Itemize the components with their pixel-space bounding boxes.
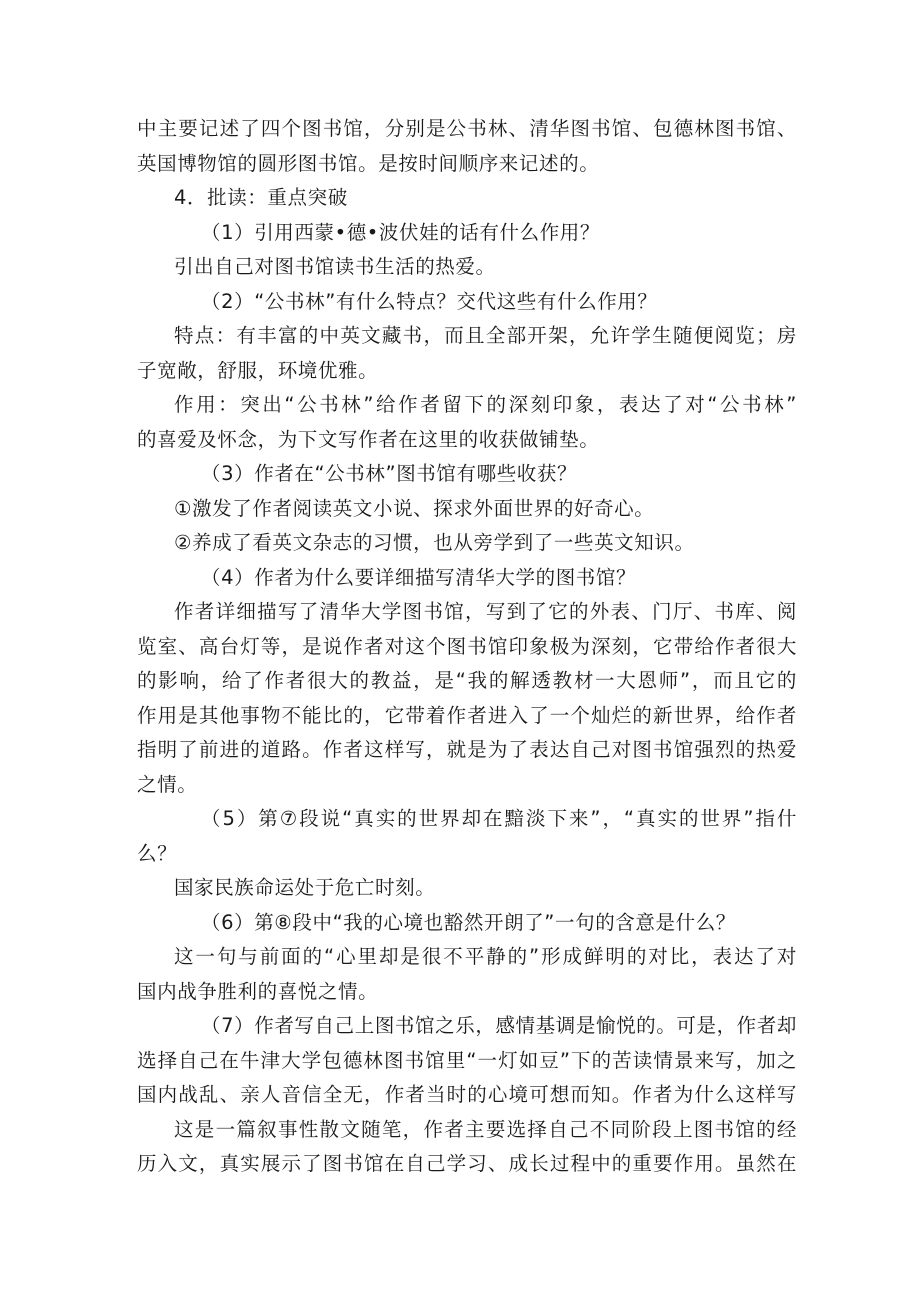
question-line: （1）引用西蒙•德•波伏娃的话有什么作用？ bbox=[201, 220, 601, 244]
answer-line: 子宽敞，舒服，环境优雅。 bbox=[137, 358, 379, 382]
answer-line: 览室、高台灯等，是说作者对这个图书馆印象极为深刻，它带给作者很大 bbox=[137, 634, 797, 658]
section-heading: 4．批读：重点突破 bbox=[174, 186, 348, 209]
question-line: （5）第⑦段说“真实的世界却在黯淡下来”，“真实的世界”指什 bbox=[201, 807, 797, 830]
answer-line: 作用：突出“公书林”给作者留下的深刻印象，表达了对“公书林” bbox=[174, 393, 797, 416]
question-line: 选择自己在牛津大学包德林图书馆里“一灯如豆”下的苦读情景来写，加之 bbox=[137, 1048, 797, 1072]
answer-line: 历入文，真实展示了图书馆在自己学习、成长过程中的重要作用。虽然在 bbox=[137, 1152, 797, 1175]
question-line: （6）第⑧段中“我的心境也豁然开朗了”一句的含意是什么？ bbox=[201, 910, 736, 934]
answer-line: 国内战争胜利的喜悦之情。 bbox=[137, 979, 379, 1003]
question-line: 么？ bbox=[137, 841, 178, 865]
answer-line: ①激发了作者阅读英文小说、探求外面世界的好奇心。 bbox=[174, 496, 655, 520]
answer-line: 之情。 bbox=[137, 772, 198, 796]
answer-line: 的影响，给了作者很大的教益，是“我的解透教材一大恩师”，而且它的 bbox=[137, 669, 797, 692]
question-line: 国内战乱、亲人音信全无，作者当时的心境可想而知。作者为什么这样写 bbox=[137, 1083, 797, 1106]
answer-line: 作用是其他事物不能比的，它带着作者进入了一个灿烂的新世界，给作者 bbox=[137, 703, 797, 727]
question-line: （4）作者为什么要详细描写清华大学的图书馆？ bbox=[201, 565, 637, 589]
question-line: （2）“公书林”有什么特点？交代这些有什么作用？ bbox=[201, 289, 658, 313]
answer-line: ②养成了看英文杂志的习惯，也从旁学到了一些英文知识。 bbox=[174, 531, 695, 554]
answer-line: 国家民族命运处于危亡时刻。 bbox=[174, 876, 436, 899]
answer-line: 作者详细描写了清华大学图书馆，写到了它的外表、门厅、书库、阅 bbox=[174, 600, 797, 623]
answer-line: 特点：有丰富的中英文藏书，而且全部开架，允许学生随便阅览；房 bbox=[174, 324, 797, 347]
paragraph-line: 中主要记述了四个图书馆，分别是公书林、清华图书馆、包德林图书馆、 bbox=[137, 117, 797, 140]
answer-line: 的喜爱及怀念，为下文写作者在这里的收获做铺垫。 bbox=[137, 427, 600, 451]
paragraph-line: 英国博物馆的圆形图书馆。是按时间顺序来记述的。 bbox=[137, 151, 600, 175]
question-line: （7）作者写自己上图书馆之乐，感情基调是愉悦的。可是，作者却 bbox=[201, 1014, 797, 1037]
answer-line: 这是一篇叙事性散文随笔，作者主要选择自己不同阶段上图书馆的经 bbox=[174, 1117, 797, 1141]
answer-line: 这一句与前面的“心里却是很不平静的”形成鲜明的对比，表达了对 bbox=[174, 945, 797, 968]
document-body bbox=[137, 112, 797, 1182]
question-line: （3）作者在“公书林”图书馆有哪些收获？ bbox=[201, 462, 578, 485]
answer-line: 指明了前进的道路。作者这样写，就是为了表达自己对图书馆强烈的热爱 bbox=[137, 738, 797, 761]
answer-line: 引出自己对图书馆读书生活的热爱。 bbox=[174, 255, 496, 278]
